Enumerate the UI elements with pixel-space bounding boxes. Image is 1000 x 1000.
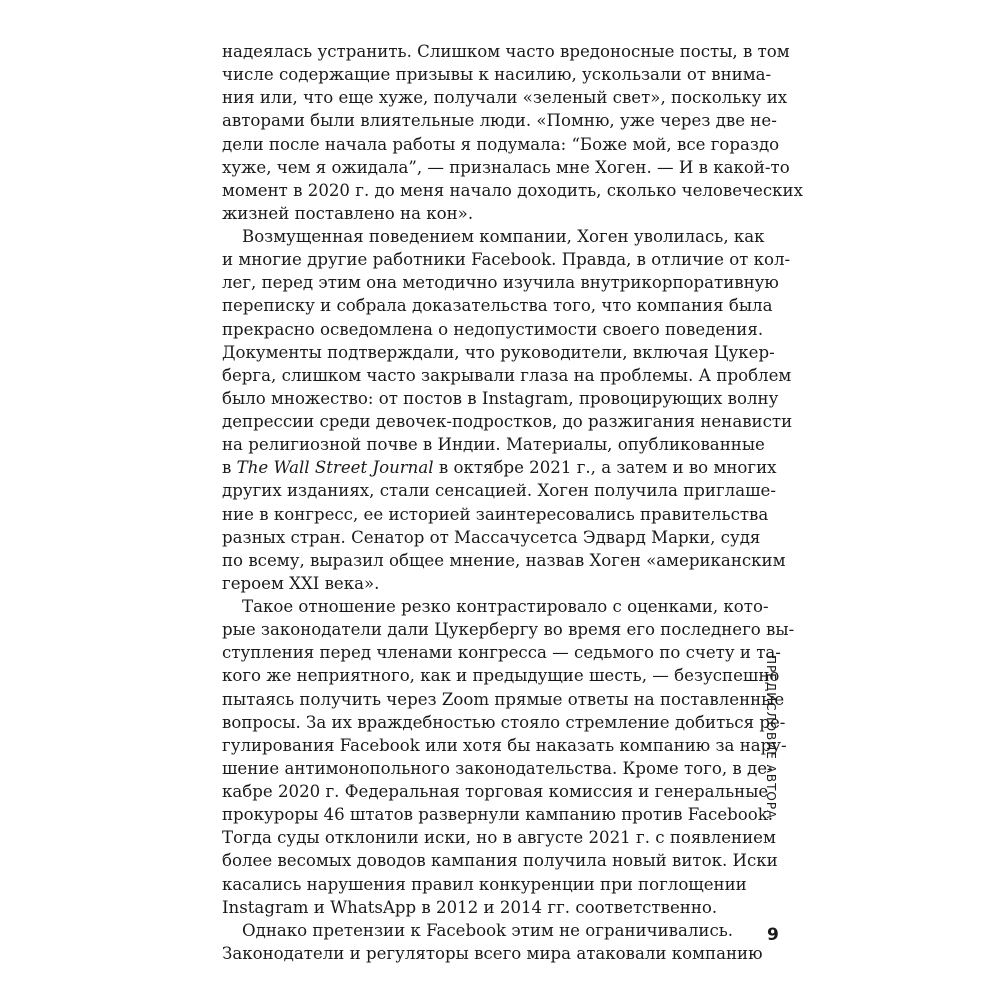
- text-line: рые законодатели дали Цукербергу во время его последнего вы-: [222, 620, 795, 640]
- text-line: авторами были влиятельные люди. «Помню, уже через две не-: [222, 111, 777, 131]
- line-prefix: в: [222, 458, 237, 478]
- text-line: жизней поставлено на кон».: [222, 203, 474, 223]
- text-line: депрессии среди девочек-подростков, до разжигания ненависти: [222, 412, 793, 431]
- text-line: Документы подтверждали, что руководители, включая Цукер-: [222, 342, 775, 362]
- text-line: лег, перед этим она методично изучила внутрикорпоративную: [222, 273, 779, 293]
- text-line: прекрасно осведомлена о недопустимости своего поведения.: [222, 319, 764, 339]
- text-line: по всему, выразил общее мнение, назвав Хоген «американским: [222, 550, 786, 570]
- text-line: шение антимонопольного законодательства. Кроме того, в де-: [222, 758, 773, 778]
- text-line: надеялась устранить. Слишком часто вредоносные посты, в том: [222, 42, 790, 61]
- text-line: прокуроры 46 штатов развернули кампанию против Facebook.: [222, 805, 774, 825]
- text-line: дели после начала работы я подумала: “Боже мой, все гораздо: [222, 134, 780, 154]
- text-line: героем XXI века».: [222, 573, 380, 593]
- text-line: и многие другие работники Facebook. Правда, в отличие от кол-: [222, 250, 791, 270]
- text-line: переписку и собрала доказательства того, что компания была: [222, 296, 773, 316]
- text-line: Instagram и WhatsApp в 2012 и 2014 гг. соответственно.: [222, 897, 718, 917]
- text-line: на религиозной почве в Индии. Материалы, опубликованные: [222, 435, 765, 455]
- text-line: момент в 2020 г. до меня начало доходить, сколько человеческих: [222, 180, 803, 200]
- italic-title: The Wall Street Journal: [236, 458, 434, 478]
- line-suffix: в октябре 2021 г., а затем и во многих: [433, 458, 777, 478]
- text-line: других изданиях, стали сенсацией. Хоген получила приглаше-: [222, 481, 776, 501]
- text-line: разных стран. Сенатор от Массачусетса Эдвард Марки, судя: [222, 527, 761, 547]
- text-line: касались нарушения правил конкуренции при поглощении: [222, 874, 747, 894]
- text-line: Законодатели и регуляторы всего мира атаковали компанию: [222, 943, 763, 963]
- text-line: кого же неприятного, как и предыдущие шесть, — безуспешно: [222, 666, 780, 686]
- text-line: вопросы. За их враждебностью стояло стремление добиться ре-: [222, 712, 786, 732]
- text-line: кабре 2020 г. Федеральная торговая комиссия и генеральные: [222, 782, 769, 801]
- text-line: ступления перед членами конгресса — седьмого по счету и та-: [222, 643, 781, 663]
- text-line: берга, слишком часто закрывали глаза на проблемы. А проблем: [222, 365, 792, 385]
- text-line: более весомых доводов кампания получила новый виток. Иски: [222, 851, 778, 871]
- text-line: числе содержащие призывы к насилию, ускользали от внима-: [222, 65, 772, 85]
- running-head: ПРЕДИСЛОВИЕ АВТОРА: [764, 655, 778, 820]
- text-line: ния или, что еще хуже, получали «зеленый свет», поскольку их: [222, 88, 788, 108]
- text-line: хуже, чем я ожидала”, — призналась мне Хоген. — И в какой-то: [222, 157, 790, 177]
- text-line: Такое отношение резко контрастировало с оценками, кото-: [242, 597, 769, 616]
- text-line: пытаясь получить через Zoom прямые ответы на поставленные: [222, 689, 785, 709]
- text-line: ние в конгресс, ее историей заинтересовались правительства: [222, 504, 769, 524]
- text-line: было множество: от постов в Instagram, провоцирующих волну: [222, 388, 779, 408]
- text-line: Тогда суды отклонили иски, но в августе 2021 г. с появлением: [222, 828, 776, 848]
- text-line-with-italic: [222, 456, 777, 479]
- text-line: Возмущенная поведением компании, Хоген уволилась, как: [242, 227, 765, 246]
- text-line: Однако претензии к Facebook этим не ограничивались.: [242, 920, 734, 940]
- text-line: гулирования Facebook или хотя бы наказать компанию за нару-: [222, 735, 787, 755]
- page-number: 9: [767, 925, 779, 945]
